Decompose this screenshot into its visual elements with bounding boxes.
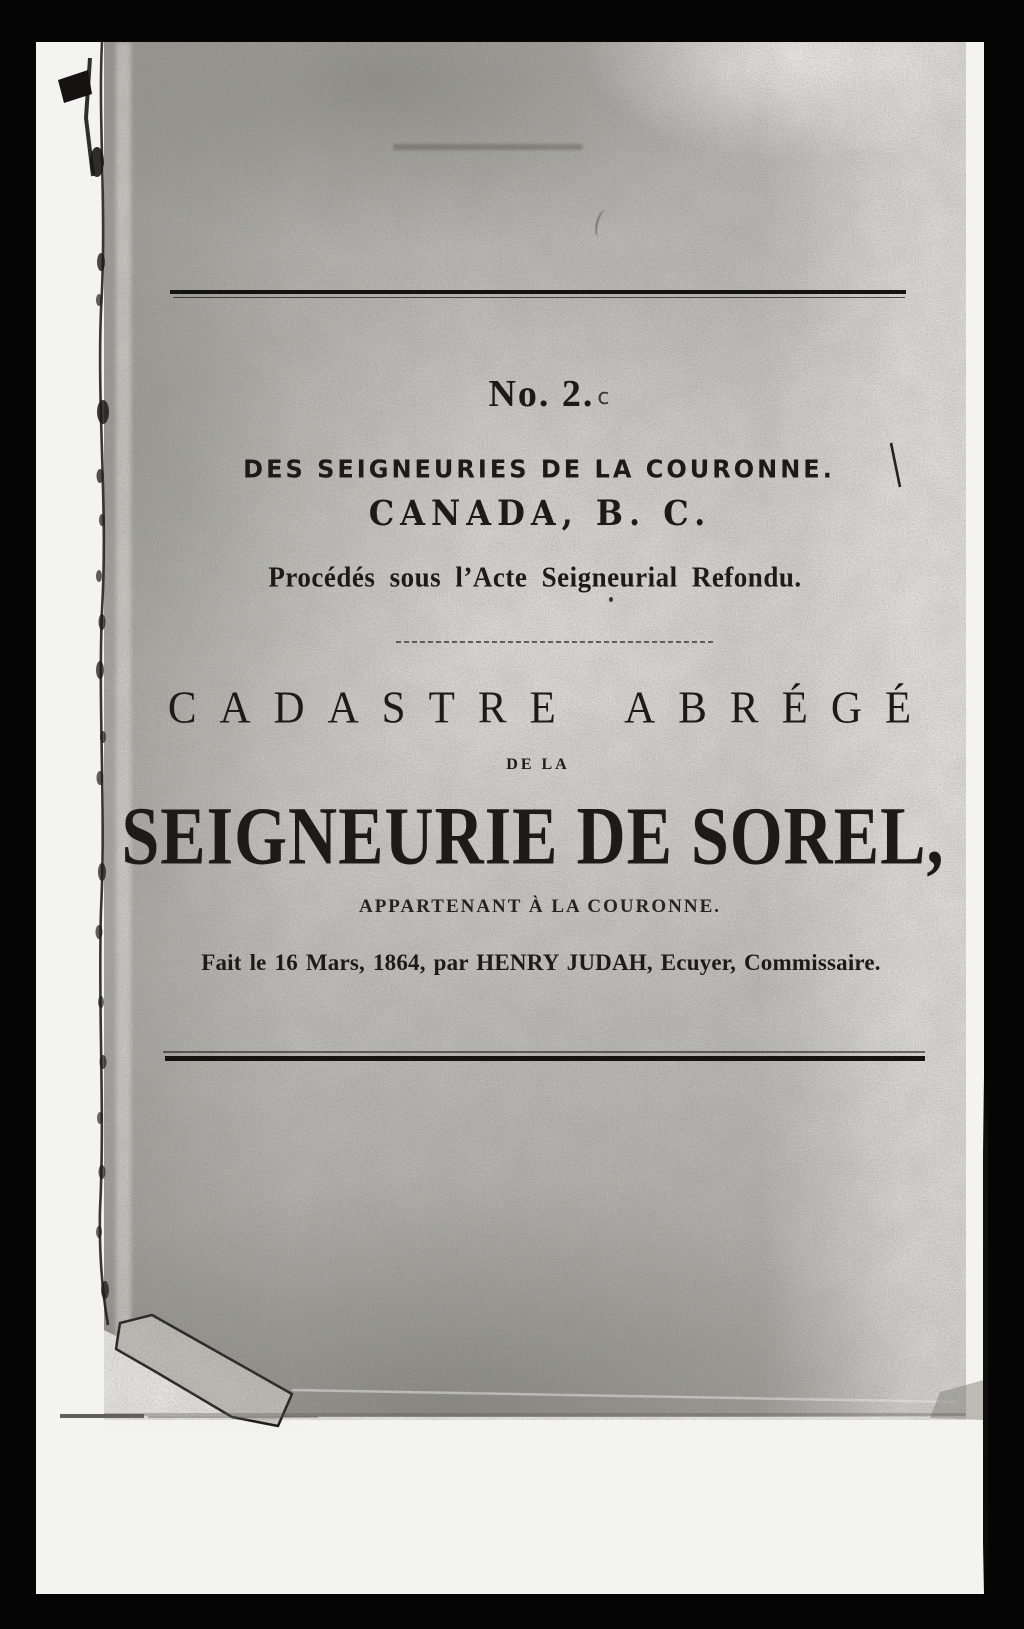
- top-rule-thin: [173, 297, 905, 298]
- act-line: Procédés sous l’Acte Seigneurial Refondu.: [268, 561, 802, 593]
- title-connector: DE LA: [506, 756, 570, 773]
- document-number: [118, 372, 980, 416]
- frame-top: [0, 0, 1024, 42]
- frame-left: [0, 0, 36, 1629]
- top-rule-thick: [170, 290, 906, 294]
- bottom-rule-thin: [163, 1051, 925, 1053]
- frame-bottom: [0, 1594, 1024, 1629]
- jurisdiction-line: CANADA, B. C.: [368, 492, 712, 534]
- title-block: [104, 0, 966, 1629]
- frame-right: [988, 0, 1024, 1629]
- document-number-note: c: [597, 385, 610, 410]
- attribution-line: Fait le 16 Mars, 1864, par HENRY JUDAH, Ecuyer, Commissaire.: [201, 950, 881, 975]
- main-title: SEIGNEURIE DE SOREL,: [121, 789, 945, 882]
- bottom-rule-thick: [165, 1056, 925, 1061]
- document-number-text: No. 2.: [488, 373, 595, 415]
- divider-dotted-line: [396, 641, 714, 643]
- ownership-line: APPARTENANT À LA COURONNE.: [358, 896, 722, 917]
- cadastre-title: CADASTRE ABRÉGÉ: [167, 683, 935, 734]
- series-title: DES SEIGNEURIES DE LA COURONNE.: [243, 454, 835, 484]
